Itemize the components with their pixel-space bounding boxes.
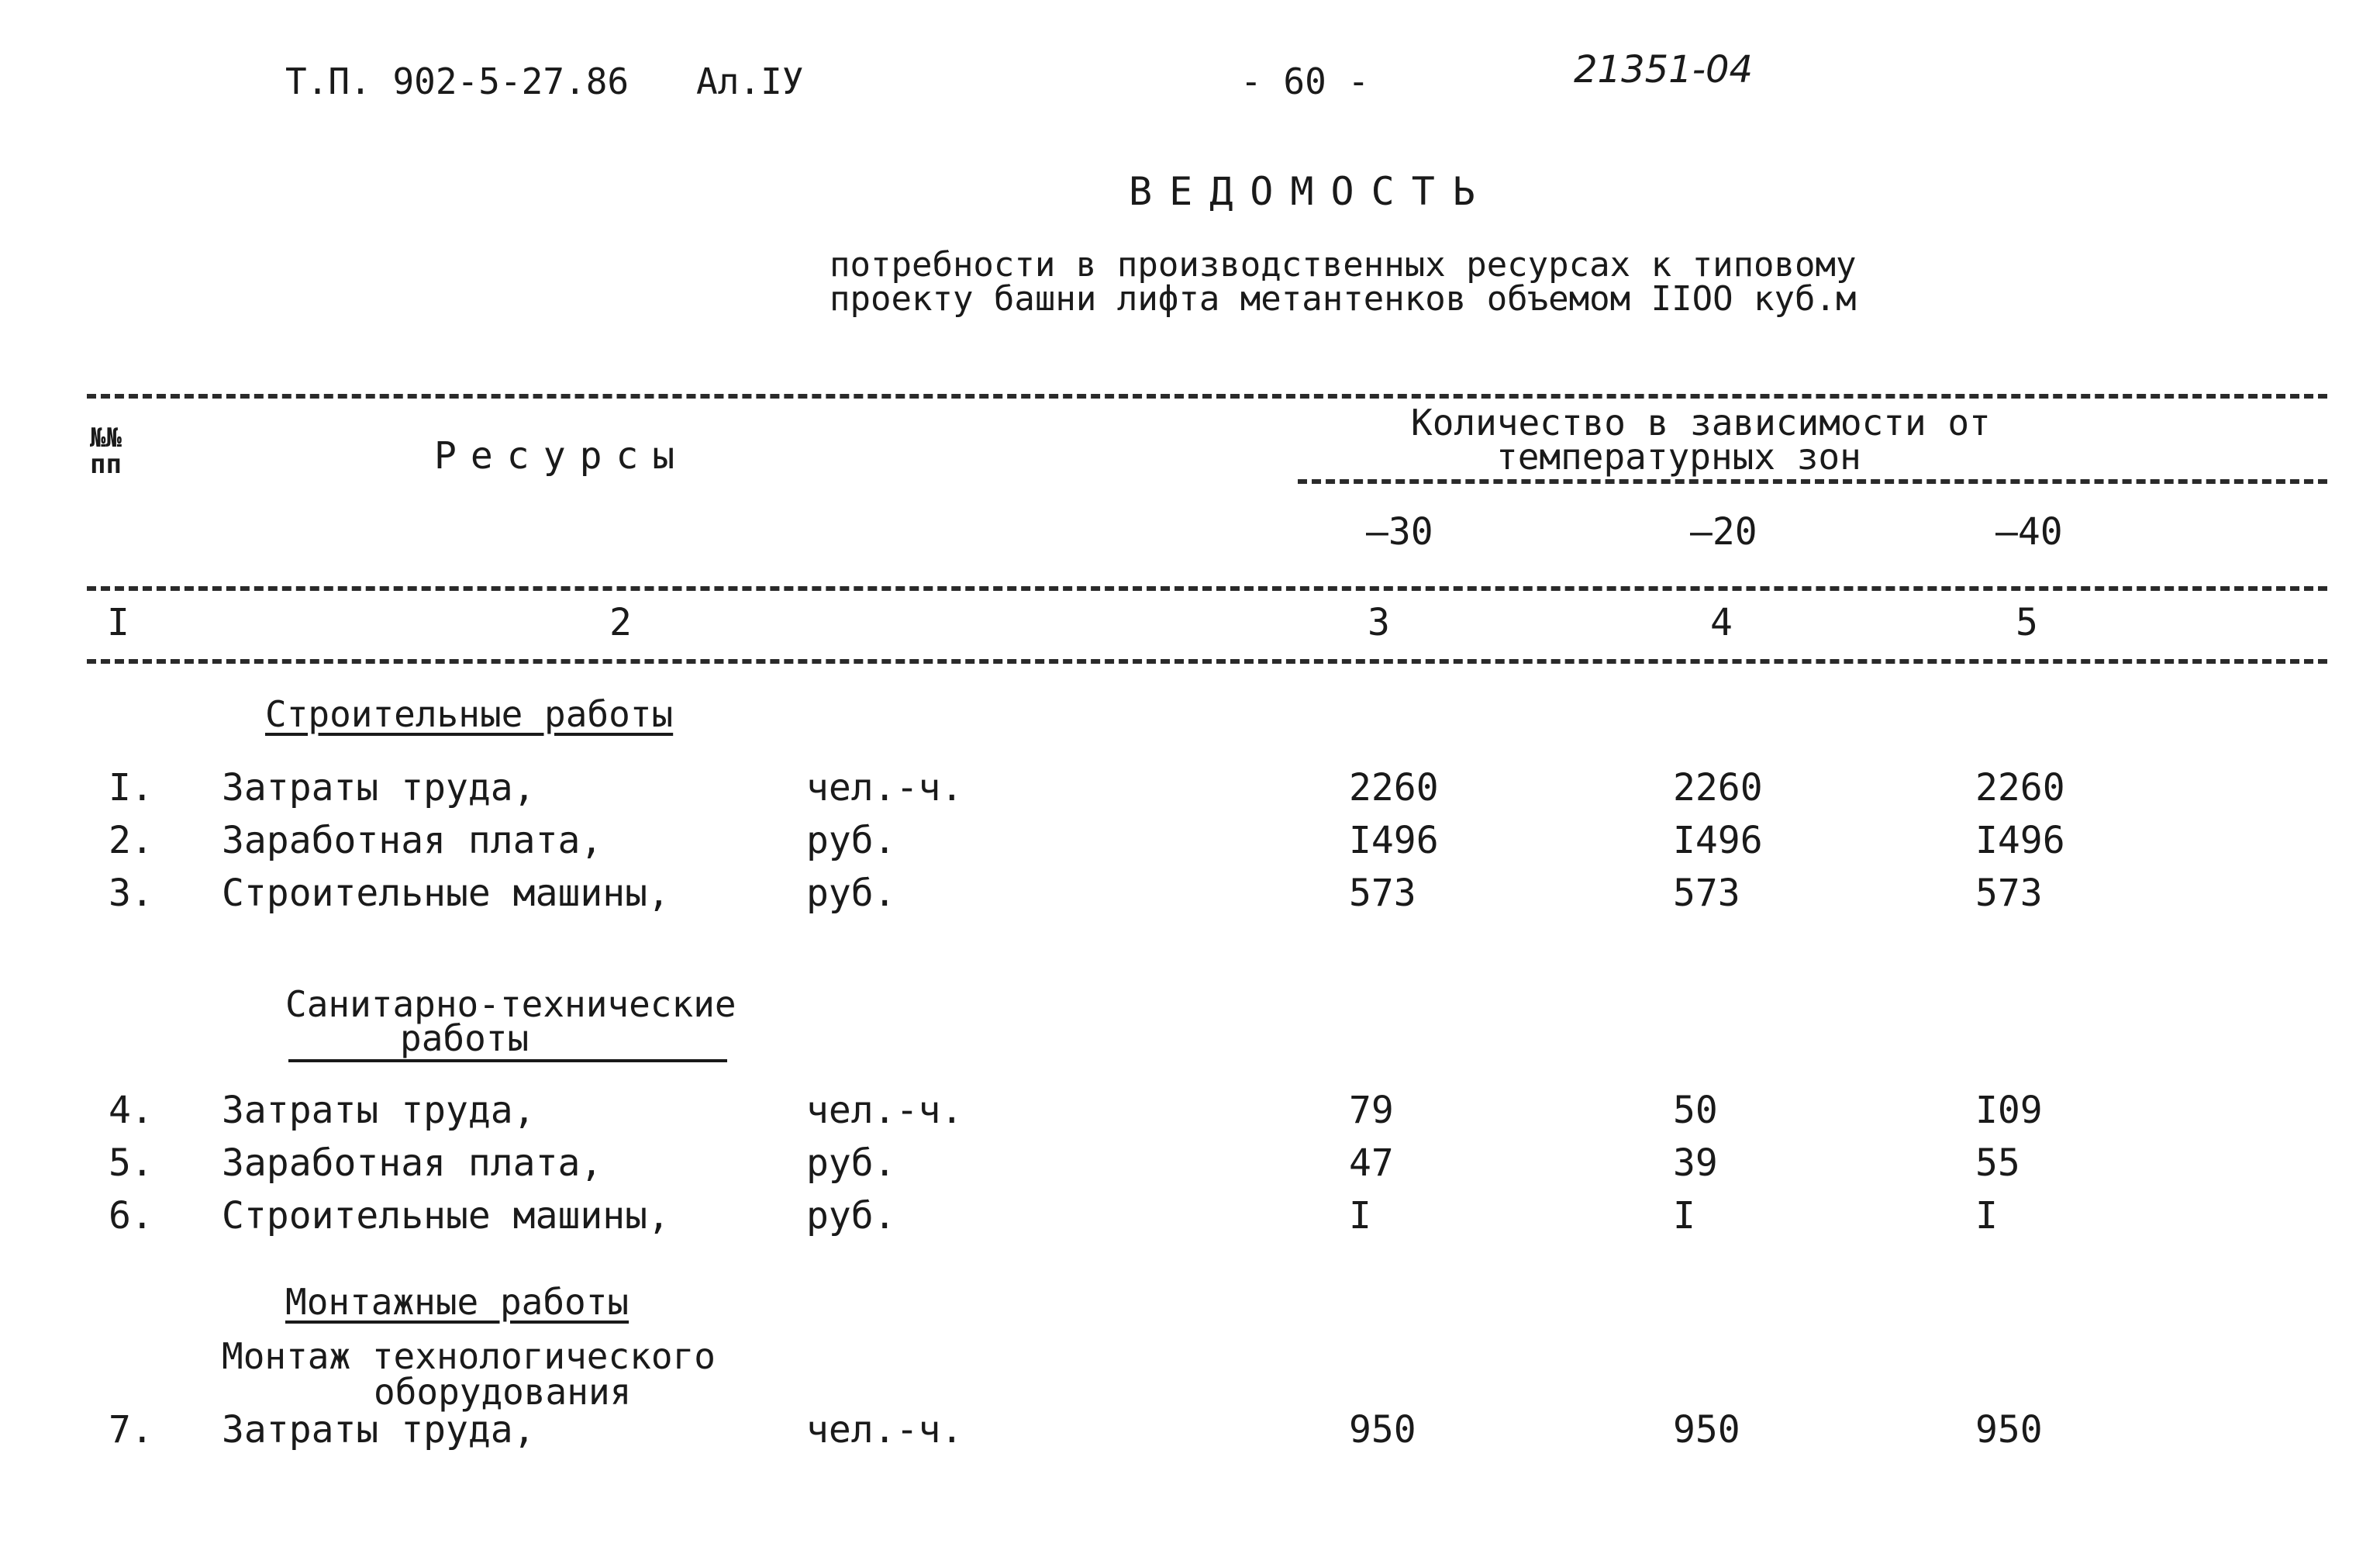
document-code: Т.П. 902-5-27.86 <box>285 60 629 102</box>
zone-header-3: –40 <box>1995 510 2063 554</box>
column-header-resources: Ресурсы <box>434 434 689 478</box>
value-zone-2: 39 <box>1673 1141 1718 1185</box>
column-header-number: №№ пп <box>90 423 122 480</box>
resource-unit: руб. <box>806 819 896 862</box>
table-top-rule <box>87 394 2327 399</box>
resource-name: Заработная плата, <box>222 1141 603 1185</box>
row-number: 6. <box>109 1194 153 1238</box>
column-number-4: 4 <box>1710 601 1733 644</box>
row-number: 5. <box>109 1141 153 1185</box>
document-title: ВЕДОМОСТЬ <box>1129 169 1492 214</box>
zone-header-1: –30 <box>1366 510 1433 554</box>
value-zone-3: I <box>1975 1194 1998 1238</box>
subtitle-line-2: проекту башни лифта метантенков объемом IIOO куб.м <box>830 279 1857 319</box>
resource-name: Строительные машины, <box>222 872 670 915</box>
value-zone-3: 2260 <box>1975 766 2065 810</box>
value-zone-2: 50 <box>1673 1089 1718 1132</box>
value-zone-1: 950 <box>1349 1408 1416 1452</box>
column-number-2: 2 <box>609 601 632 644</box>
section-underline <box>288 1059 727 1062</box>
value-zone-1: 47 <box>1349 1141 1394 1185</box>
column-header-quantity-2: температурных зон <box>1496 436 1861 478</box>
row-number: 4. <box>109 1089 153 1132</box>
subtitle-line-1: потребности в производственных ресурсах к типовому <box>830 245 1857 285</box>
section-title-sanitary-line1: Санитарно-технические <box>285 983 736 1025</box>
value-zone-2: 950 <box>1673 1408 1740 1452</box>
section-title-sanitary-line2: работы <box>400 1017 529 1059</box>
handwritten-number: 21351-04 <box>1574 48 1754 91</box>
resource-name: Затраты труда, <box>222 766 536 810</box>
value-zone-2: 573 <box>1673 872 1740 915</box>
value-zone-3: 55 <box>1975 1141 2020 1185</box>
value-zone-2: I496 <box>1673 819 1763 862</box>
value-zone-3: I09 <box>1975 1089 2043 1132</box>
resource-unit: руб. <box>806 872 896 915</box>
resource-name: Заработная плата, <box>222 819 603 862</box>
value-zone-1: 79 <box>1349 1089 1394 1132</box>
resource-name: Затраты труда, <box>222 1408 536 1452</box>
header-rule <box>87 586 2327 591</box>
value-zone-2: 2260 <box>1673 766 1763 810</box>
row-number: 2. <box>109 819 153 862</box>
value-zone-1: 573 <box>1349 872 1416 915</box>
column-number-3: 3 <box>1368 601 1390 644</box>
column-number-rule <box>87 659 2327 664</box>
zone-header-2: –20 <box>1690 510 1757 554</box>
column-header-quantity: Количество в зависимости от <box>1411 402 1991 444</box>
value-zone-1: I496 <box>1349 819 1439 862</box>
value-zone-3: I496 <box>1975 819 2065 862</box>
page-number: - 60 - <box>1240 60 1370 102</box>
quantity-header-rule <box>1298 479 2327 484</box>
section-title-construction: Строительные работы <box>265 693 674 735</box>
section-title-installation: Монтажные работы <box>285 1281 629 1323</box>
value-zone-3: 950 <box>1975 1408 2043 1452</box>
resource-unit: руб. <box>806 1194 896 1238</box>
sheet-label: Ал.IУ <box>696 60 804 102</box>
value-zone-1: I <box>1349 1194 1371 1238</box>
resource-unit: чел.-ч. <box>806 1408 964 1452</box>
column-number-1: I <box>107 601 129 644</box>
subsection-line2: оборудования <box>374 1371 632 1413</box>
row-number: 7. <box>109 1408 153 1452</box>
subsection-line1: Монтаж технологического <box>222 1335 716 1377</box>
resource-unit: чел.-ч. <box>806 766 964 810</box>
resource-unit: чел.-ч. <box>806 1089 964 1132</box>
value-zone-3: 573 <box>1975 872 2043 915</box>
value-zone-1: 2260 <box>1349 766 1439 810</box>
row-number: I. <box>109 766 153 810</box>
resource-name: Затраты труда, <box>222 1089 536 1132</box>
resource-unit: руб. <box>806 1141 896 1185</box>
resource-name: Строительные машины, <box>222 1194 670 1238</box>
row-number: 3. <box>109 872 153 915</box>
value-zone-2: I <box>1673 1194 1695 1238</box>
column-number-5: 5 <box>2016 601 2038 644</box>
